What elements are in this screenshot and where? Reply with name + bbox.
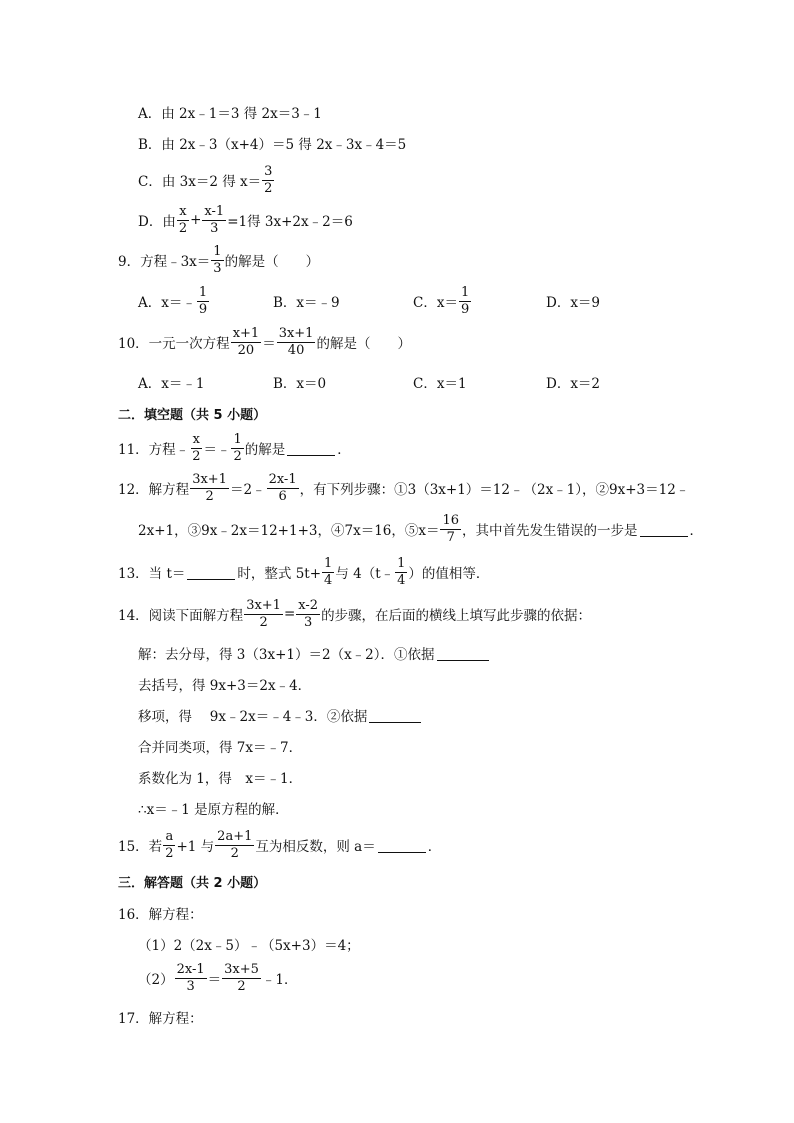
q8-option-c: C．由 3x＝2 得 x＝ $\frac{3}{2}$	[138, 163, 273, 196]
fraction: $\frac{x}{2}$	[178, 203, 188, 236]
fraction: $\frac{2a+1}{2}$	[217, 828, 253, 861]
q11-stem: 11．方程﹣ $\frac{x}{2}$ ＝﹣ $\frac{1}{2}$ 的解是 ．	[118, 431, 351, 464]
q17-stem: 17．解方程：	[118, 1011, 203, 1027]
section-heading-solve: 三．解答题（共 2 小题）	[118, 875, 267, 891]
q14-step-6: ∴x＝﹣1 是原方程的解．	[138, 802, 289, 818]
fraction: $\frac{2x-1}{6}$	[268, 471, 297, 504]
fraction: $\frac{1}{9}$	[198, 284, 208, 317]
fraction: $\frac{1}{4}$	[397, 555, 406, 588]
q8-option-b: B．由 2x﹣3（x+4）＝5 得 2x﹣3x﹣4＝5	[138, 137, 407, 153]
q14-stem: 14．阅读下面解方程 $\frac{3x+1}{2}$ = $\frac{x-2}{3}$ 的步骤，在后面的横线上填写此步骤的依据：	[118, 597, 592, 630]
q12-stem-line2: 2x+1，③9x﹣2x＝12+1+3，④7x＝16，⑤x＝ $\frac{16}{7}$ ，其中首先发生错误的一步是 ．	[138, 512, 704, 545]
q9-option-c: C．x＝ $\frac{1}{9}$	[413, 284, 470, 317]
q10-stem: 10．一元一次方程 $\frac{x+1}{20}$ ＝ $\frac{3x+1}{40}$ 的解是（ ）	[118, 325, 411, 358]
fraction: $\frac{x-1}{3}$	[204, 203, 225, 236]
section-heading-fill-in: 二．填空题（共 5 小题）	[118, 407, 267, 423]
q14-step-3: 移项，得 9x﹣2x＝﹣4﹣3．②依据	[138, 695, 423, 735]
q14-reason-blank-1[interactable]	[437, 646, 489, 661]
q15-stem: 15．若 $\frac{a}{2}$ +1 与 $\frac{2a+1}{2}$ 互为相反数，则 a＝ ．	[118, 828, 442, 861]
q12-answer-blank[interactable]	[640, 522, 688, 537]
fraction: $\frac{16}{7}$	[442, 512, 460, 545]
q9-option-b: B．x＝﹣9	[273, 295, 340, 311]
q8-option-d: D．由 $\frac{x}{2}$ + $\frac{x-1}{3}$ =1得 3x+2x﹣2＝6	[138, 203, 353, 236]
q13-stem: 13．当 t＝ 时，整式 5t+ $\frac{1}{4}$ 与 4（t﹣ $\frac{1}{4}$ ）的值相等．	[118, 555, 490, 588]
fraction: $\frac{1}{3}$	[213, 243, 222, 276]
q9-option-d: D．x＝9	[546, 295, 601, 311]
q14-reason-blank-2[interactable]	[369, 708, 421, 723]
q16-stem: 16．解方程：	[118, 907, 203, 923]
q11-answer-blank[interactable]	[287, 441, 335, 456]
fraction: $\frac{3x+1}{40}$	[278, 325, 314, 358]
fraction: $\frac{1}{4}$	[324, 555, 333, 588]
q10-option-a: A．x＝﹣1	[138, 376, 205, 392]
q14-step-5: 系数化为 1，得 x＝﹣1．	[138, 771, 303, 787]
q15-answer-blank[interactable]	[378, 838, 426, 853]
q8-option-a: A．由 2x﹣1＝3 得 2x＝3﹣1	[138, 106, 322, 122]
fraction: $\frac{x}{2}$	[192, 431, 201, 464]
q16-part-1: （1）2（2x﹣5）﹣（5x+3）＝4；	[138, 938, 360, 954]
fraction: $\frac{1}{2}$	[233, 431, 242, 464]
q14-step-2: 去括号，得 9x+3＝2x﹣4．	[138, 678, 312, 694]
q12-stem-line1: 12．解方程 $\frac{3x+1}{2}$ ＝2﹣ $\frac{2x-1}{6}$ ，有下列步骤：①3（3x+1）＝12﹣（2x﹣1），②9x+3＝12﹣	[118, 471, 690, 504]
fraction: $\frac{x+1}{20}$	[232, 325, 260, 358]
q16-part-2: （2） $\frac{2x-1}{3}$ ＝ $\frac{3x+5}{2}$ ﹣1．	[138, 961, 298, 994]
fraction: $\frac{3x+1}{2}$	[246, 597, 281, 630]
q13-answer-blank[interactable]	[187, 565, 235, 580]
q10-option-b: B．x＝0	[273, 376, 327, 392]
q14-step-4: 合并同类项，得 7x＝﹣7．	[138, 740, 303, 756]
fraction: $\frac{3x+1}{2}$	[192, 471, 227, 504]
q10-option-c: C．x＝1	[413, 376, 467, 392]
fraction: $\frac{2x-1}{3}$	[176, 961, 205, 994]
fraction: $\frac{x-2}{3}$	[298, 597, 319, 630]
q9-option-a: A．x＝﹣ $\frac{1}{9}$	[138, 284, 208, 317]
fraction: $\frac{1}{9}$	[460, 284, 470, 317]
fraction: $\frac{3}{2}$	[264, 163, 273, 196]
q14-step-1: 解：去分母，得 3（3x+1）＝2（x﹣2）．①依据	[138, 633, 491, 673]
q10-option-d: D．x＝2	[546, 376, 601, 392]
fraction: $\frac{a}{2}$	[165, 828, 174, 861]
fraction: $\frac{3x+5}{2}$	[224, 961, 259, 994]
q9-stem: 9．方程﹣3x＝ $\frac{1}{3}$ 的解是（ ）	[118, 243, 320, 276]
